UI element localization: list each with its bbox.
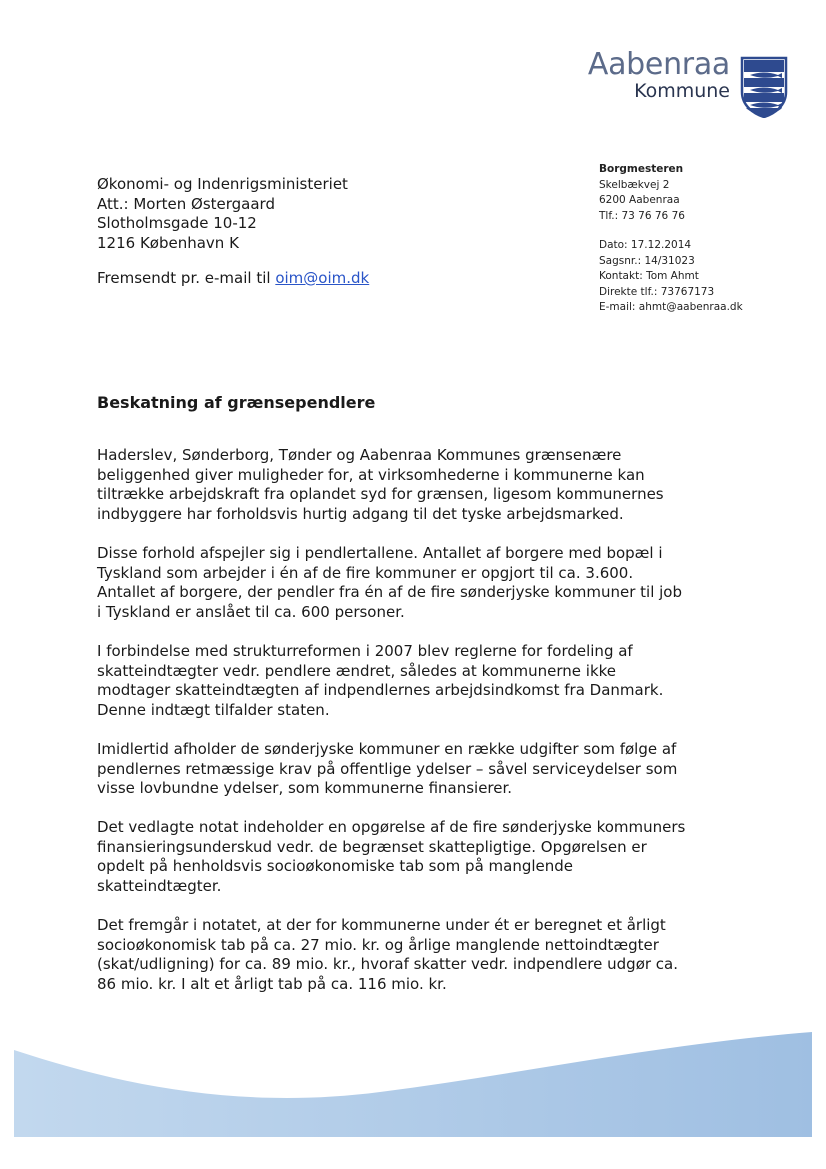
- body-line: beliggenhed giver muligheder for, at virksomhederne i kommunerne kan: [97, 465, 645, 484]
- body-line: visse lovbundne ydelser, som kommunerne finansierer.: [97, 779, 513, 798]
- body-line: opdelt på henholdsvis socioøkonomiske tab som på manglende: [97, 857, 574, 876]
- body-line: Tyskland som arbejder i én af de fire kommuner er opgjort til ca. 3.600.: [97, 563, 634, 582]
- recipient-line: Att.: Morten Østergaard: [97, 194, 275, 213]
- body-line: (skat/udligning) for ca. 89 mio. kr., hvoraf skatter vedr. indpendlere udgør ca.: [97, 955, 679, 974]
- body-line: Imidlertid afholder de sønderjyske kommuner en række udgifter som følge af: [97, 739, 677, 758]
- coat-of-arms-icon: [740, 56, 788, 118]
- logo-subname: Kommune: [634, 80, 730, 102]
- recipient-line: Slotholmsgade 10-12: [97, 214, 257, 232]
- recipient-email-link[interactable]: oim@oim.dk: [275, 269, 370, 287]
- body-line: i Tyskland er anslået til ca. 600 personer.: [97, 602, 405, 621]
- letter-date: Dato: 17.12.2014: [599, 239, 692, 251]
- body-line: Det vedlagte notat indeholder en opgørelse af de fire sønderjyske kommuners: [97, 818, 686, 837]
- body-paragraph: [97, 642, 737, 720]
- body-paragraph: [97, 916, 737, 994]
- body-line: indbyggere har forholdsvis hurtig adgang til det tyske arbejdsmarked.: [97, 504, 624, 523]
- case-number: Sagsnr.: 14/31023: [599, 254, 695, 267]
- letter-body: [97, 446, 737, 1014]
- sender-title: Borgmesteren: [599, 163, 684, 175]
- body-line: Disse forhold afspejler sig i pendlertallene. Antallet af borgere med bopæl i: [97, 543, 663, 562]
- body-paragraph: [97, 446, 737, 524]
- body-line: socioøkonomisk tab på ca. 27 mio. kr. og årlige manglende nettoindtægter: [97, 935, 659, 954]
- recipient-address: [97, 175, 348, 253]
- body-paragraph: [97, 818, 737, 896]
- body-paragraph: [97, 544, 737, 622]
- body-line: tiltrække arbejdskraft fra oplandet syd for grænsen, ligesom kommunernes: [97, 485, 664, 504]
- body-line: skatteindtægter vedr. pendlere ændret, således at kommunerne ikke: [97, 661, 617, 680]
- decorative-wave: [0, 1030, 826, 1169]
- sender-phone: Tlf.: 73 76 76 76: [599, 209, 685, 222]
- body-line: 86 mio. kr. I alt et årligt tab på ca. 116 mio. kr.: [97, 975, 447, 994]
- contact-email: E-mail: ahmt@aabenraa.dk: [599, 301, 743, 313]
- body-paragraph: [97, 740, 737, 799]
- sent-via-line: [97, 269, 369, 287]
- direct-phone: Direkte tlf.: 73767173: [599, 285, 715, 298]
- body-line: Antallet af borgere, der pendler fra én af de fire sønderjyske kommuner til job: [97, 583, 682, 602]
- logo-name: Aabenraa: [587, 47, 730, 82]
- body-line: I forbindelse med strukturreformen i 2007 blev reglerne for fordeling af: [97, 641, 633, 660]
- body-line: finansieringsunderskud vedr. de begrænset skattepligtige. Opgørelsen er: [97, 837, 647, 856]
- body-line: skatteindtægter.: [97, 877, 222, 896]
- recipient-line: 1216 København K: [97, 233, 239, 252]
- body-line: pendlernes retmæssige krav på offentlige ydelser – såvel serviceydelser som: [97, 759, 678, 778]
- body-line: Det fremgår i notatet, at der for kommunerne under ét er beregnet et årligt: [97, 916, 666, 935]
- contact-person: Kontakt: Tom Ahmt: [599, 270, 699, 282]
- municipality-logo: [587, 47, 792, 120]
- sender-street: Skelbækvej 2: [599, 178, 670, 191]
- body-line: modtager skatteindtægten af indpendlernes arbejdsindkomst fra Danmark.: [97, 681, 664, 700]
- recipient-line: Økonomi- og Indenrigsministeriet: [97, 175, 348, 193]
- letter-heading: Beskatning af grænsependlere: [97, 393, 376, 412]
- body-line: Denne indtægt tilfalder staten.: [97, 700, 330, 719]
- sent-via-text: Fremsendt pr. e-mail til: [97, 269, 276, 287]
- sender-postal: 6200 Aabenraa: [599, 194, 680, 206]
- sender-block: [599, 162, 743, 316]
- body-line: Haderslev, Sønderborg, Tønder og Aabenraa Kommunes grænsenære: [97, 446, 622, 464]
